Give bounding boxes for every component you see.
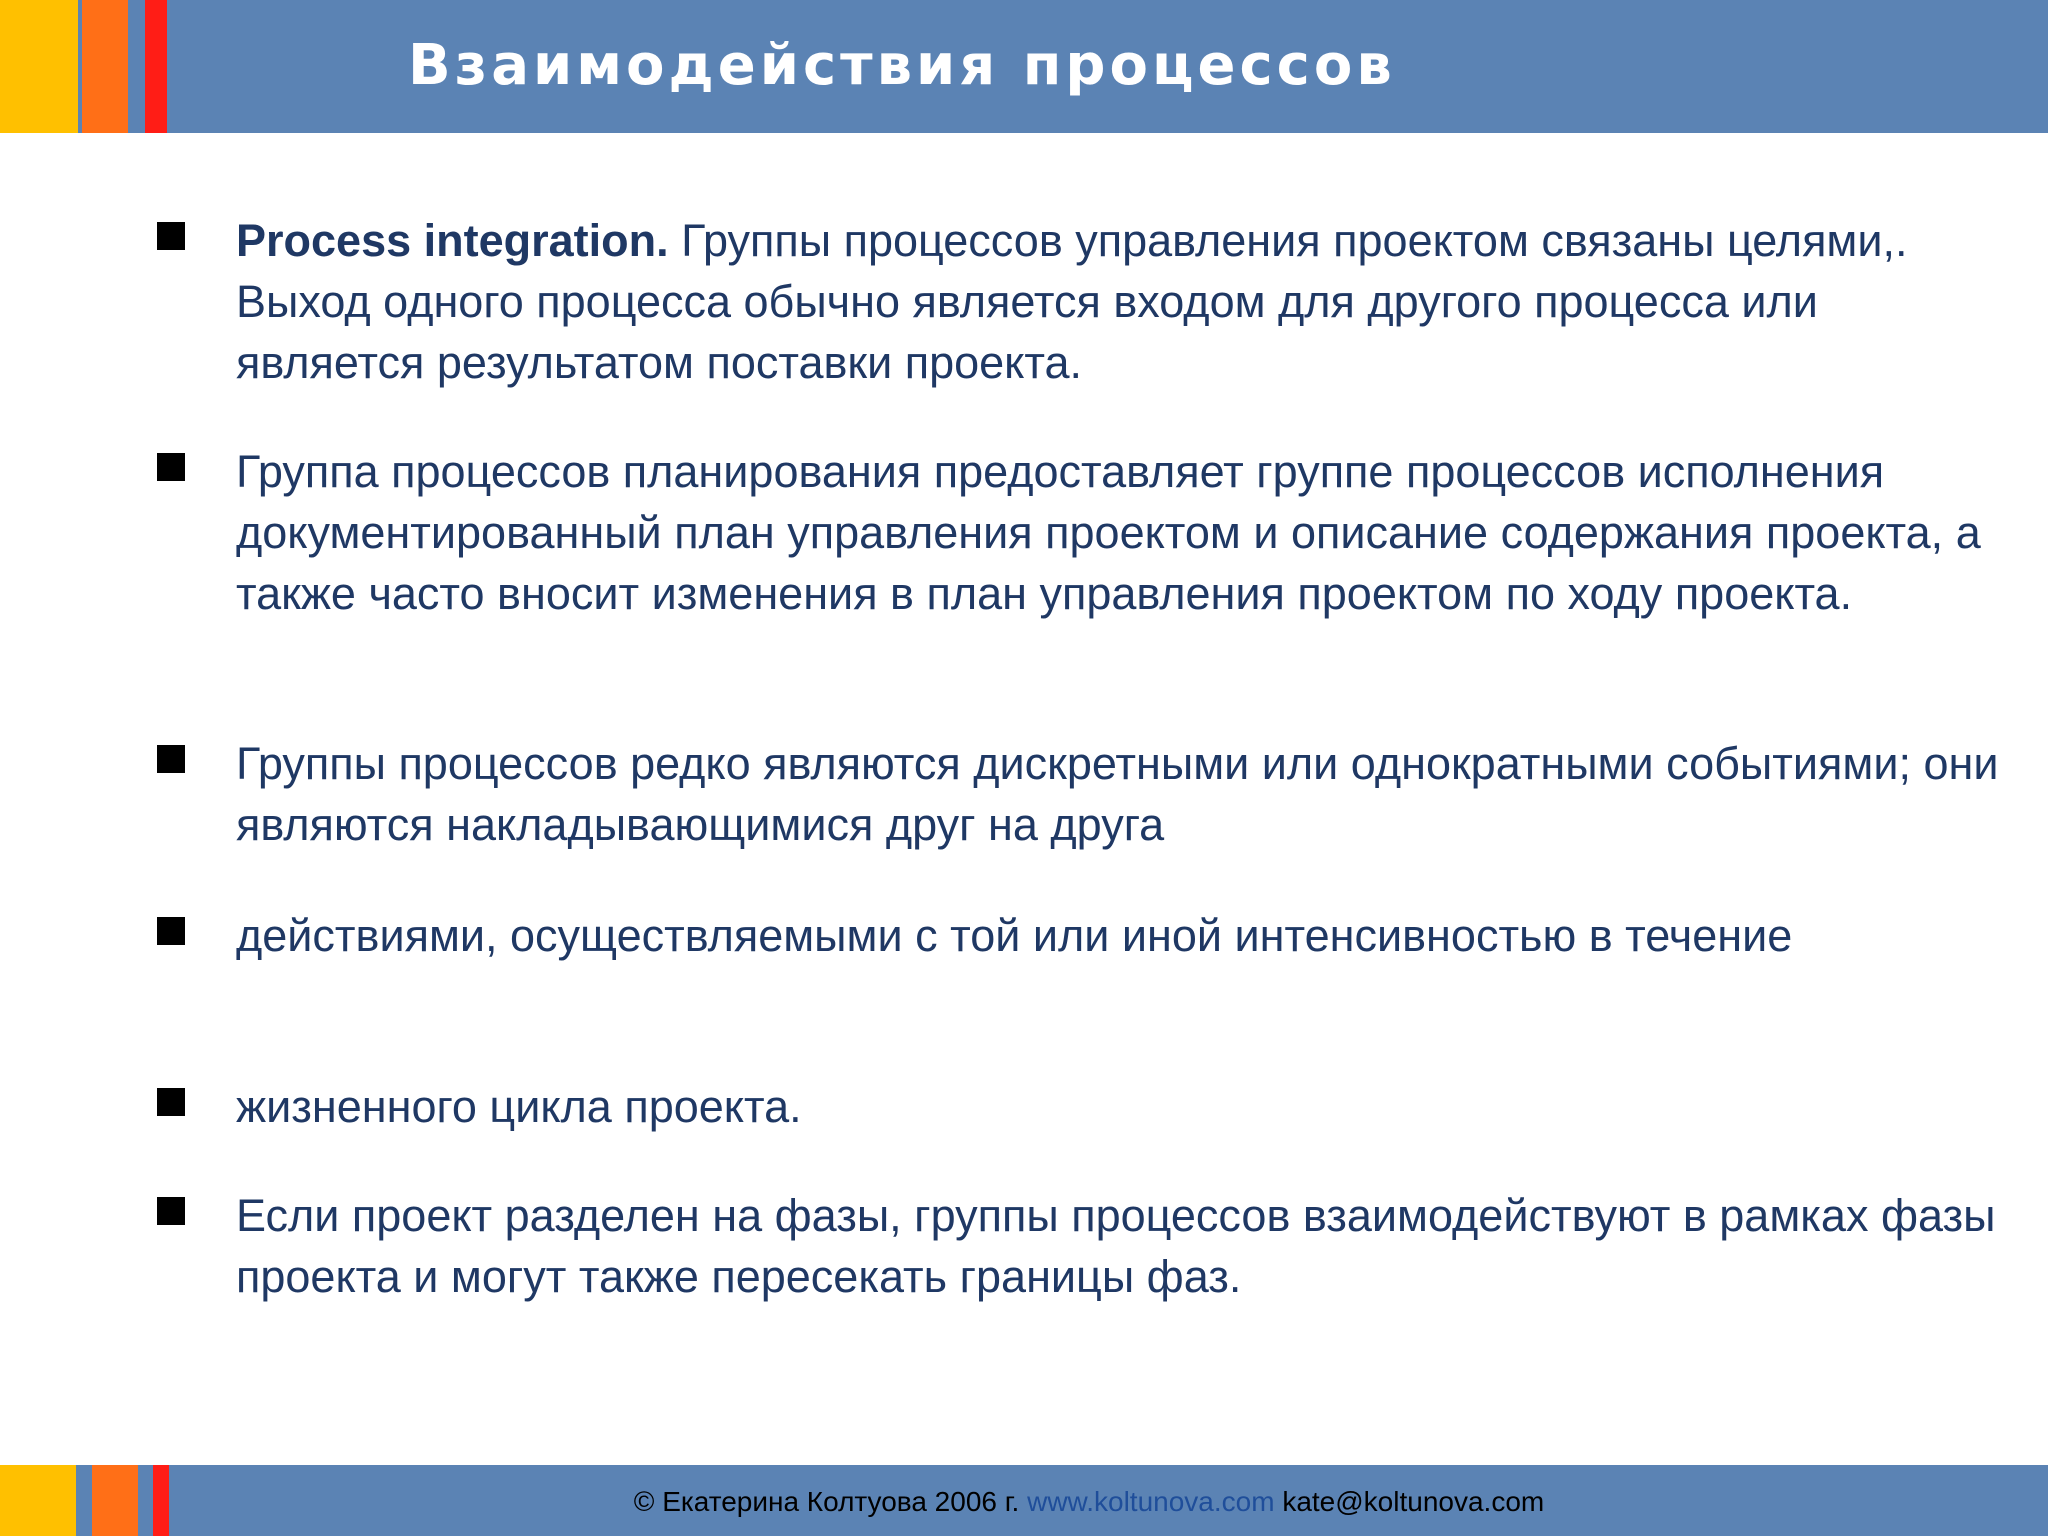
square-bullet-icon xyxy=(157,1088,185,1116)
footer-email[interactable]: kate@koltunova.com xyxy=(1282,1486,1545,1517)
bullet-text xyxy=(236,210,2016,393)
header-red-stripe xyxy=(145,0,167,133)
square-bullet-icon xyxy=(157,1197,185,1225)
square-bullet-icon xyxy=(157,222,185,250)
bullet-lead: Process integration. xyxy=(236,215,669,266)
bullet-text: действиями, осуществляемыми с той или иной интенсивностью в течение xyxy=(236,910,1793,961)
bullet-text: жизненного цикла проекта. xyxy=(236,1081,802,1132)
square-bullet-icon xyxy=(157,453,185,481)
square-bullet-icon xyxy=(157,745,185,773)
footer-credits xyxy=(0,1485,2048,1519)
footer-copyright: © Екатерина Колтуова 2006 г. xyxy=(633,1486,1020,1517)
bullet-text: Группа процессов планирования предоставляет группе процессов исполнения документированный план управления проектом и описание содержания проекта, а также часто вносит изменения в план управления проектом по ходу проекта. xyxy=(236,446,1981,619)
slide-title: Взаимодействия процессов xyxy=(408,33,1396,98)
header-bar xyxy=(0,0,2048,133)
bullet-body: Группы процессов управления проектом связаны целями,. Выход одного процесса обычно является входом для другого процесса или является результатом поставки проекта. xyxy=(236,215,1908,388)
square-bullet-icon xyxy=(157,917,185,945)
footer-website-link[interactable]: www.koltunova.com xyxy=(1027,1486,1275,1517)
header-orange-stripe xyxy=(82,0,128,133)
bullet-text: Группы процессов редко являются дискретными или однократными событиями; они являются накладывающимися друг на друга xyxy=(236,738,1999,850)
header-yellow-stripe xyxy=(0,0,78,133)
bullet-text: Если проект разделен на фазы, группы процессов взаимодействуют в рамках фазы проекта и могут также пересекать границы фаз. xyxy=(236,1190,1996,1302)
footer-bar xyxy=(0,1465,2048,1536)
